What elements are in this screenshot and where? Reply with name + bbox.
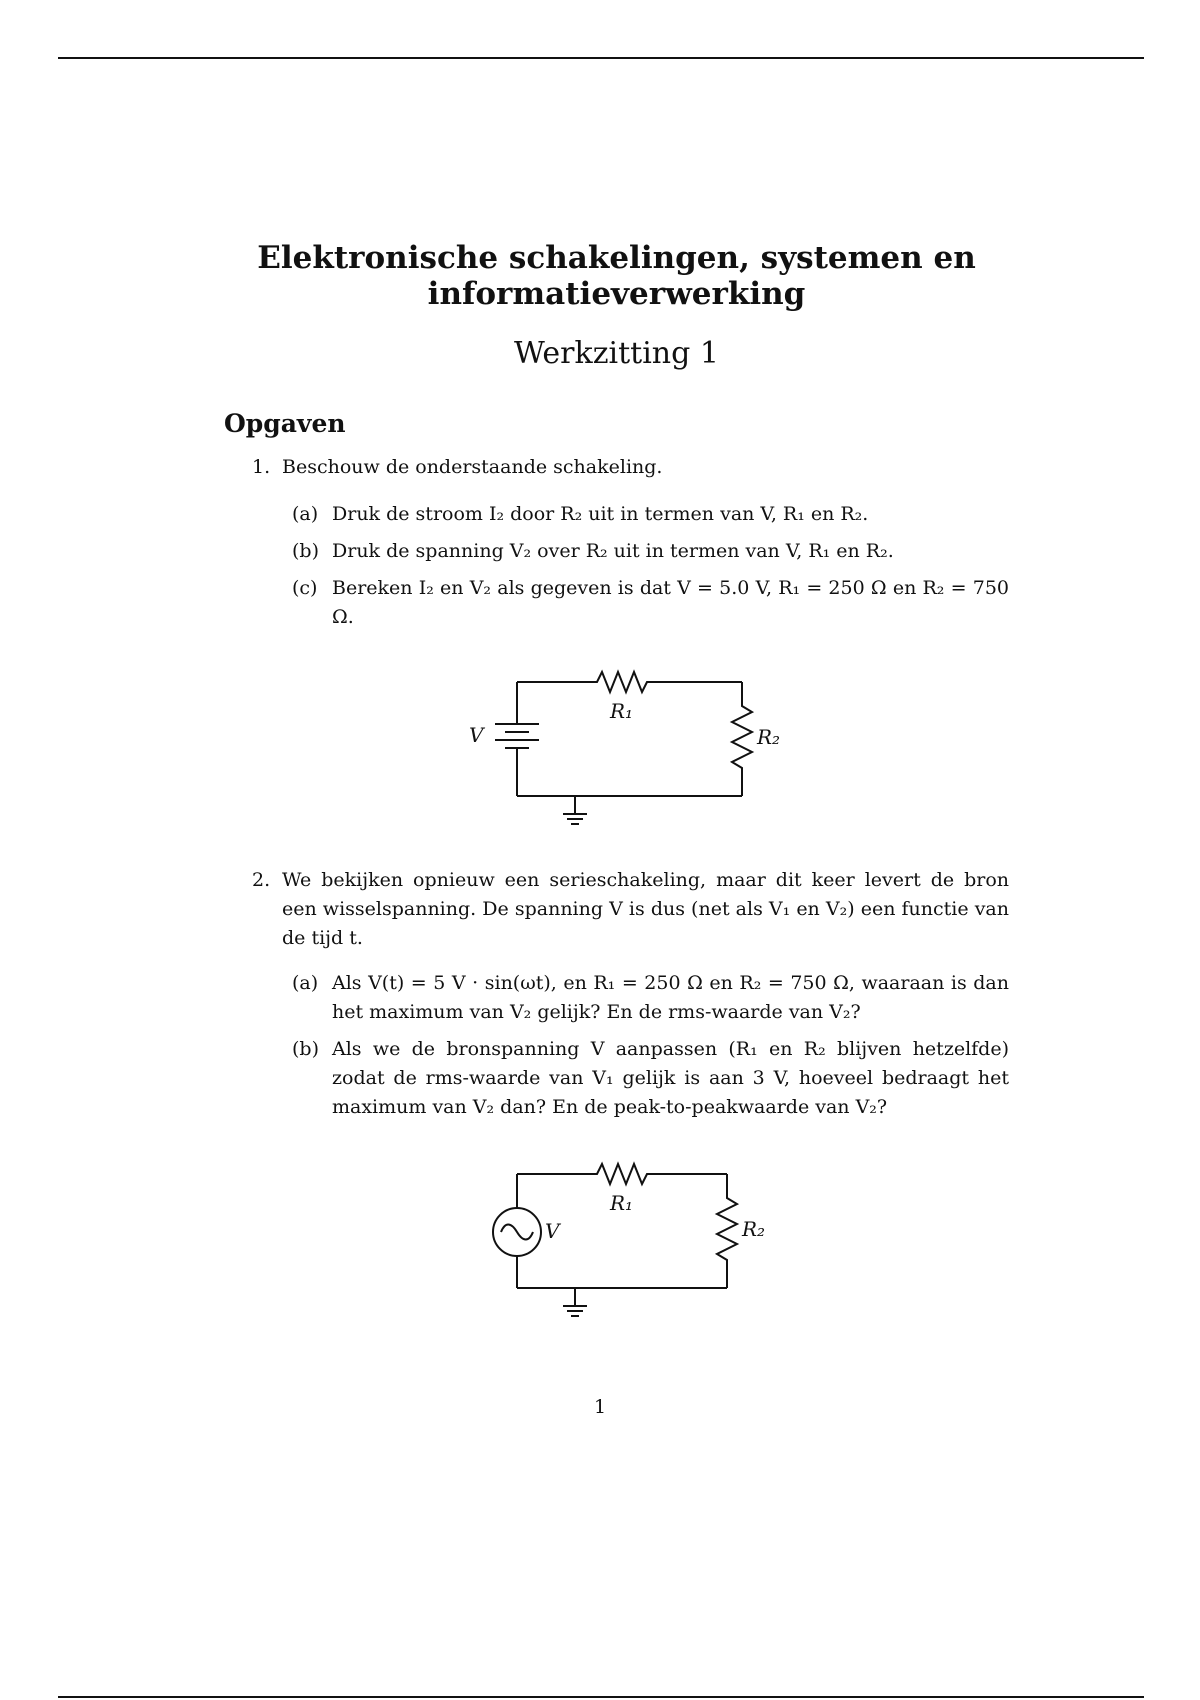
circuit-1-source-label: V <box>468 723 483 747</box>
header-rule <box>58 57 1144 59</box>
exercise-1c-text: Bereken I₂ en V₂ als gegeven is dat V = 5.0 V, R₁ = 250 Ω en R₂ = 750 Ω. <box>332 577 1009 628</box>
document-body <box>224 240 1009 1324</box>
exercise-2b-label: (b) <box>292 1038 319 1060</box>
exercise-1b-text: Druk de spanning V₂ over R₂ uit in termen van V, R₁ en R₂. <box>332 540 894 562</box>
exercise-1 <box>224 453 1009 482</box>
circuit-2-source-label: V <box>544 1219 559 1243</box>
page-number: 1 <box>593 1396 607 1418</box>
title-line-1: Elektronische schakelingen, systemen en <box>257 240 976 276</box>
wire-top-2 <box>517 1164 727 1184</box>
exercise-1c <box>224 574 1009 632</box>
wire-right-2 <box>717 1174 737 1288</box>
title-line-2: informatieverwerking <box>427 276 806 312</box>
document-subtitle: Werkzitting 1 <box>514 336 719 371</box>
exercise-1-text: Beschouw de onderstaande schakeling. <box>282 456 663 478</box>
ac-source-wave <box>501 1225 533 1240</box>
exercise-2a <box>224 969 1009 1027</box>
exercise-1b-label: (b) <box>292 540 319 562</box>
exercise-2-text: We bekijken opnieuw een serieschakeling, maar dit keer levert de bron een wisselspanning. De spanning V is dus (net als V₁ en V₂) een functie van de tijd t. <box>282 869 1009 949</box>
wire-top-1 <box>517 672 742 692</box>
circuit-diagram-1 <box>447 662 787 832</box>
circuit-1-r2-label: R₂ <box>756 725 780 749</box>
exercise-2b-text: Als we de bronspanning V aanpassen (R₁ en R₂ blijven hetzelfde) zodat de rms-waarde van V₁ gelijk is aan 3 V, hoeveel bedraagt het maximum van V₂ dan? En de peak-to-peakwaarde van V₂? <box>332 1038 1009 1118</box>
circuit-1-r1-label: R₁ <box>609 699 633 723</box>
exercise-1b <box>224 537 1009 566</box>
footer-rule <box>58 1696 1144 1698</box>
exercise-2b <box>224 1035 1009 1122</box>
exercise-1a-label: (a) <box>292 503 319 525</box>
exercise-2a-label: (a) <box>292 972 319 994</box>
circuit-2-r2-label: R₂ <box>741 1217 765 1241</box>
circuit-2-r1-label: R₁ <box>609 1191 633 1215</box>
exercise-1a <box>224 500 1009 529</box>
document-title <box>224 240 1009 312</box>
exercise-2-number: 2. <box>252 869 271 891</box>
exercise-1-number: 1. <box>252 456 271 478</box>
section-title: Opgaven <box>224 409 346 438</box>
exercise-2 <box>224 866 1009 953</box>
exercise-1a-text: Druk de stroom I₂ door R₂ uit in termen van V, R₁ en R₂. <box>332 503 869 525</box>
exercise-2a-text: Als V(t) = 5 V · sin(ωt), en R₁ = 250 Ω en R₂ = 750 Ω, waaraan is dan het maximum van V₂ gelijk? En de rms-waarde van V₂? <box>332 972 1009 1023</box>
exercise-1c-label: (c) <box>292 577 318 599</box>
circuit-diagram-2 <box>447 1154 787 1324</box>
wire-right-1 <box>732 682 752 796</box>
